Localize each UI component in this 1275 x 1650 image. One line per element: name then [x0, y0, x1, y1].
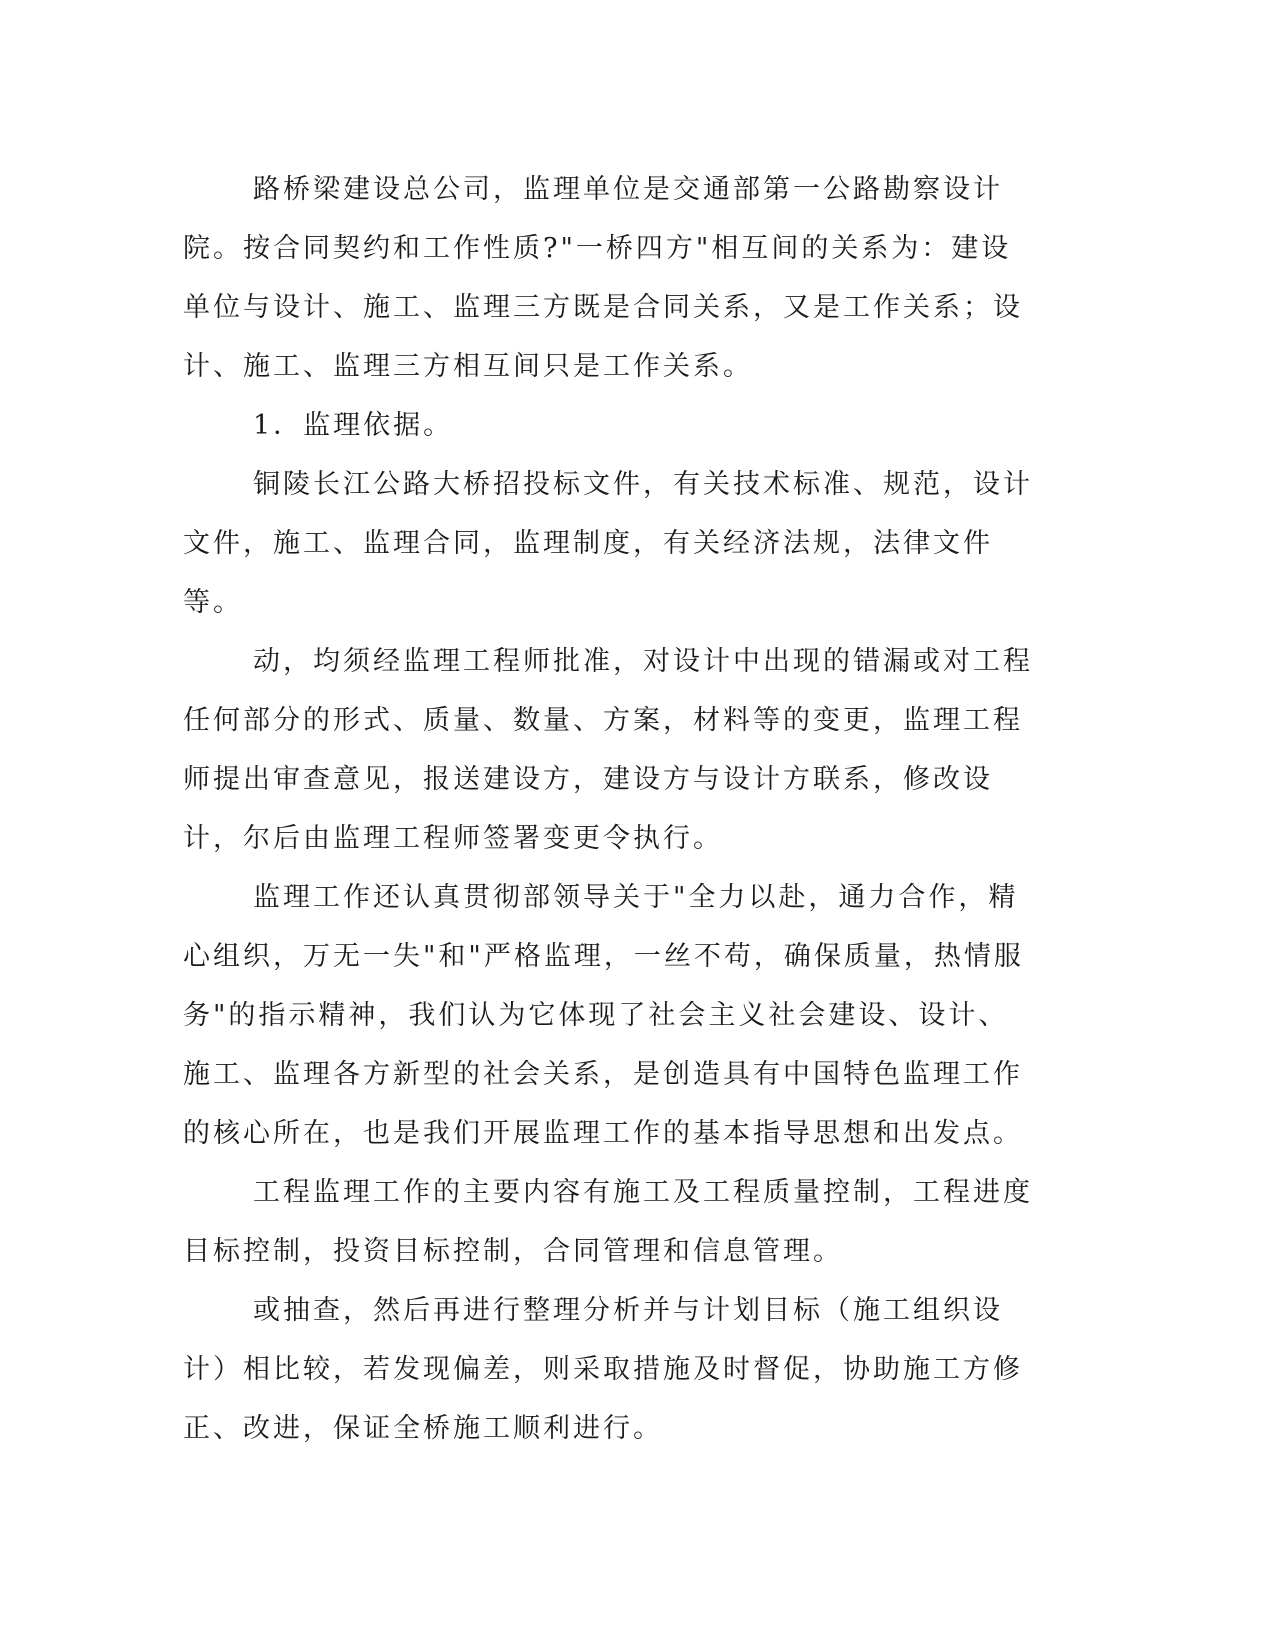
paragraph-contract-relations: 路桥梁建设总公司，监理单位是交通部第一公路勘察设计院。按合同契约和工作性质?"一桥四方"相互间的关系为：建设单位与设计、施工、监理三方既是合同关系，又是工作关系；设计、施工、监理三方相互间只是工作关系。 [183, 174, 1023, 382]
paragraph-design-changes: 动，均须经监理工程师批准，对设计中出现的错漏或对工程任何部分的形式、质量、数量、方案，材料等的变更，监理工程师提出审查意见，报送建设方，建设方与设计方联系，修改设计，尔后由监理工程师签署变更令执行。 [183, 646, 1033, 854]
paragraph-guiding-principles: 监理工作还认真贯彻部领导关于"全力以赴，通力合作，精心组织，万无一失"和"严格监理，一丝不苟，确保质量，热情服务"的指示精神，我们认为它体现了社会主义社会建设、设计、施工、监理各方新型的社会关系，是创造具有中国特色监理工作的核心所在，也是我们开展监理工作的基本指导思想和出发点。 [183, 882, 1024, 1149]
paragraph-supervision-basis-heading: 1．监理依据。 [253, 410, 454, 441]
document-body [183, 160, 1033, 1458]
paragraph-main-work-content: 工程监理工作的主要内容有施工及工程质量控制，工程进度目标控制，投资目标控制，合同管理和信息管理。 [183, 1177, 1033, 1267]
paragraph-supervision-documents: 铜陵长江公路大桥招投标文件，有关技术标准、规范，设计文件，施工、监理合同，监理制度，有关经济法规，法律文件等。 [183, 469, 1033, 618]
paragraph-inspection-process: 或抽查，然后再进行整理分析并与计划目标（施工组织设计）相比较，若发现偏差，则采取措施及时督促，协助施工方修正、改进，保证全桥施工顺利进行。 [183, 1295, 1023, 1444]
